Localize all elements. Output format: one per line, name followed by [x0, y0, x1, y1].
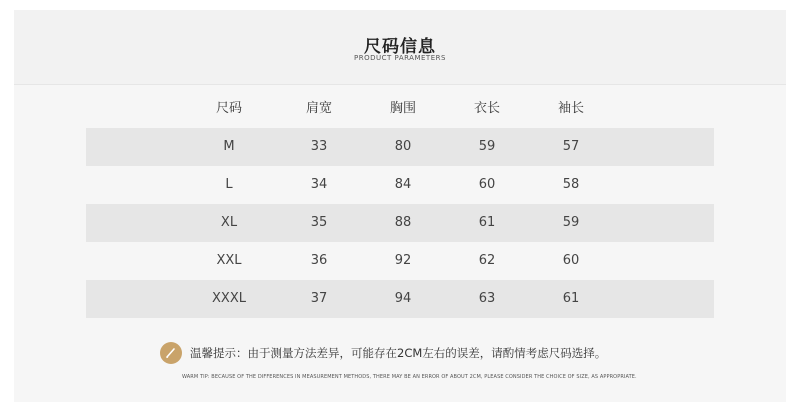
table-cell: 37 [310, 291, 328, 306]
table-cell: 60 [562, 253, 580, 268]
table-row [86, 166, 714, 204]
table-row [86, 128, 714, 166]
size-table [86, 90, 714, 318]
table-cell: 63 [478, 291, 496, 306]
table-header-row [86, 90, 714, 128]
table-cell: 36 [310, 253, 328, 268]
table-cell-size: M [223, 139, 235, 154]
page-subtitle: PRODUCT PARAMETERS [354, 54, 446, 62]
table-cell-size: L [225, 177, 233, 192]
table-row [86, 242, 714, 280]
table-cell: 57 [562, 139, 580, 154]
table-cell: 92 [394, 253, 412, 268]
table-cell: 94 [394, 291, 412, 306]
header [14, 10, 786, 84]
table-row [86, 204, 714, 242]
table-cell: 88 [394, 215, 412, 230]
table-row [86, 280, 714, 318]
table-cell: 34 [310, 177, 328, 192]
table-cell-size: XXXL [212, 291, 246, 306]
table-cell: 59 [562, 215, 580, 230]
tip-text-en: WARM TIP: BECAUSE OF THE DIFFERENCES IN MEASUREMENT METHODS, THERE MAY BE AN ERROR OF ABOUT 2CM, PLEASE CONSIDER THE CHOICE OF SIZE, AS APPROPRIATE. [182, 374, 637, 380]
page-title: 尺码信息 [364, 37, 436, 57]
table-cell: 62 [478, 253, 496, 268]
table-cell: 61 [562, 291, 580, 306]
table-cell: 61 [478, 215, 496, 230]
column-header-size: 尺码 [215, 101, 242, 116]
table-cell: 58 [562, 177, 580, 192]
tip-text-cn: 温馨提示：由于测量方法差异，可能存在2CM左右的误差，请酌情考虑尺码选择。 [190, 346, 607, 360]
size-chart-panel [14, 10, 786, 402]
pencil-icon [160, 342, 182, 364]
column-header-shoulder: 肩宽 [305, 101, 332, 116]
table-cell: 84 [394, 177, 412, 192]
table-cell: 80 [394, 139, 412, 154]
divider [14, 84, 786, 85]
column-header-length: 衣长 [473, 101, 500, 116]
table-cell: 59 [478, 139, 496, 154]
table-cell: 33 [310, 139, 328, 154]
table-cell-size: XXL [216, 253, 242, 268]
table-cell-size: XL [220, 215, 238, 230]
warm-tip [160, 342, 720, 366]
table-cell: 35 [310, 215, 328, 230]
column-header-sleeve: 袖长 [557, 101, 584, 116]
table-cell: 60 [478, 177, 496, 192]
column-header-chest: 胸围 [389, 101, 416, 116]
